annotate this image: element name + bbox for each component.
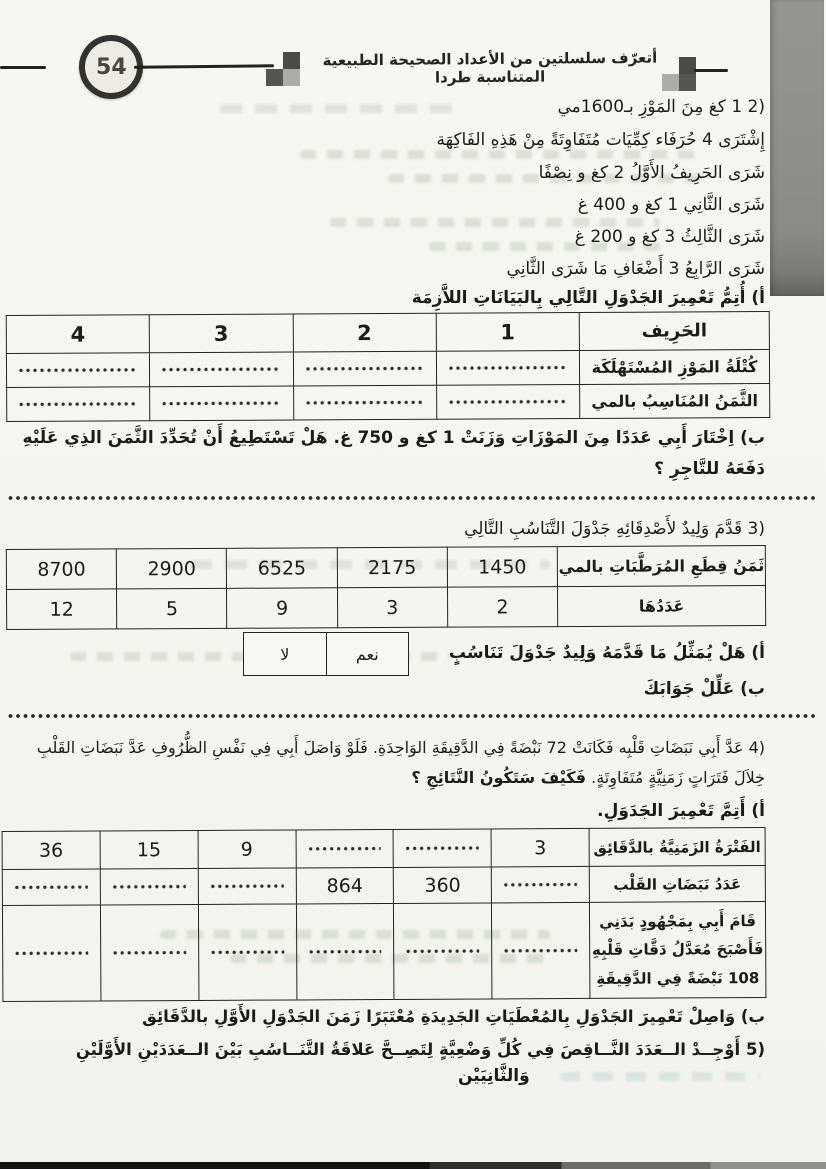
answer-cell[interactable] [2, 905, 100, 1002]
column-header: 2 [293, 313, 436, 352]
header-rule-left [0, 66, 46, 69]
answer-cell[interactable] [296, 829, 394, 868]
dotted-placeholder [308, 846, 381, 851]
answer-cell[interactable] [7, 387, 150, 422]
problem3-intro-text: قَدَّمَ وَلِيدٌ لأَصْدِقَائِهِ جَدْوَلَ التَّنَاسُبِ التَّالِي [464, 519, 743, 539]
answer-line[interactable] [8, 713, 818, 719]
answer-cell[interactable] [198, 868, 296, 905]
row-label: عَدَدُهَا [557, 586, 765, 627]
answer-cell[interactable] [150, 386, 293, 421]
dotted-placeholder [309, 949, 382, 954]
yes-no-box [243, 632, 409, 676]
dotted-placeholder [407, 949, 480, 954]
row-label: كُتْلَةُ المَوْزِ المُسْتَهْلَكَة [579, 350, 769, 385]
problem4-part-a: أ) أَتِمَّ تَعْمِيرَ الجَدَوَلِ. [597, 801, 765, 821]
problem2-part-b: ب) اِخْتَارَ أَبِي عَدَدًا مِنَ المَوْزَاتِ وَزَنَتْ 1 كغ و 750 غ. هَلْ تَسْتَطِيعُ أَنْ تُحَدِّدَ الثَّمَنَ الذِي عَلَيْهِ دَفَعَهُ للتَّاجِرِ ؟ [22, 428, 765, 479]
problem4-part-b: ب) وَاصِلْ تَعْمِيرَ الجَدْوَلِ بِالمُعْطَيَاتِ الجَدِيدَةِ مُعْتَبَرًا زَمَنَ الجَدْوَلِ الأَوَّلِ بالدَّقَائِق [142, 1007, 765, 1026]
problem2-line-text: شَرَى الحَرِيفُ الأَوَّلُ 2 كغ و نِصْفًا [538, 163, 765, 183]
value-cell: 36 [2, 831, 100, 870]
value-cell: 9 [198, 830, 296, 869]
dotted-placeholder [211, 950, 284, 955]
value-cell: 5 [117, 588, 227, 629]
value-cell: 2175 [337, 547, 447, 588]
dotted-placeholder [504, 948, 577, 953]
answer-cell[interactable] [6, 353, 149, 388]
answer-cell[interactable] [100, 868, 198, 905]
problem2-line [14, 222, 765, 253]
header-rule-right [694, 69, 728, 72]
row-label: عَدَدُ نَبَضَاتِ القَلْب [589, 866, 765, 903]
table-heartbeats [2, 827, 767, 1002]
answer-cell[interactable] [293, 385, 436, 420]
dotted-placeholder [19, 367, 137, 373]
problem2-part-a: أ) أُتِمُّ تَعْمِيرَ الجَدْوَلِ التَّالِي بِالبَيَانَاتِ اللاَّزِمَة [411, 288, 765, 308]
problem4-intro [14, 733, 765, 793]
squares-motif-icon [662, 57, 696, 91]
problem2-line-text: شَرَى الثَّالِثُ 3 كغ و 200 غ [574, 227, 765, 247]
dotted-placeholder [113, 884, 186, 889]
problem4-text: عَدَّ أَبِي نَبَضَاتِ قَلْبِه فَكَانَتْ 72 نَبْضَةً فِي الدَّقِيقَةِ الوَاحِدَةِ. فَلَوْ وَاصَلَ أَبِي فِي نَفْسِ الظُّرُوفِ عَدَّ نَبَضَاتِ القَلْبِ خِلاَلَ فَتَرَاتٍ زَمَنِيَّةٍ مُتَفَاوِتَةٍ. [36, 738, 765, 787]
problem2-line-text: إِشْتَرَى 4 حُرَفَاء كِمِّيَات مُتَفَاوِتَةً مِنْ هَذِهِ الفَاكِهَة [436, 130, 765, 150]
column-header: 4 [6, 315, 149, 354]
dotted-placeholder [449, 399, 567, 405]
problem3-part-b: ب) عَلِّلْ جَوَابَكَ [643, 679, 765, 699]
problem3-intro [14, 514, 765, 545]
dotted-placeholder [162, 367, 280, 373]
answer-cell[interactable] [491, 866, 589, 903]
page-number: 54 [95, 54, 127, 80]
dotted-placeholder [15, 885, 88, 890]
answer-cell[interactable] [436, 350, 579, 385]
squares-motif-icon [266, 52, 300, 86]
value-cell: 8700 [6, 549, 116, 590]
no-option[interactable]: لا [280, 644, 290, 664]
value-cell: 1450 [447, 547, 557, 588]
page-title: أتعرّف سلسلتين من الأعداد الصحيحة الطبيعية المتناسبة طردا [322, 48, 658, 87]
dotted-placeholder [15, 951, 88, 956]
problem2-line [14, 125, 765, 156]
table-customers [6, 311, 771, 422]
value-cell: 2900 [117, 548, 227, 589]
dotted-placeholder [406, 846, 479, 851]
problem2-line [14, 158, 765, 189]
dotted-placeholder [504, 882, 577, 887]
question-number: 5) [745, 1040, 765, 1059]
value-cell: 360 [394, 867, 492, 904]
yes-option[interactable]: نعم [326, 633, 409, 675]
answer-cell[interactable] [150, 352, 293, 387]
answer-cell[interactable] [100, 904, 198, 1001]
problem2-line-text: شَرَى الثَّانِي 1 كغ و 400 غ [577, 195, 765, 215]
value-cell: 12 [7, 589, 117, 630]
answer-cell[interactable] [393, 829, 491, 868]
value-cell: 9 [227, 588, 337, 629]
problem2-line [14, 92, 765, 123]
problem2-line-text: 1 كغ مِنَ المَوْزِ بـ1600مي [557, 97, 743, 117]
value-cell: 6525 [227, 548, 337, 589]
answer-cell[interactable] [436, 384, 579, 419]
problem5-text-body: أَوْجِــدْ الــعَدَدَ النَّــاقِصَ فِي كُلِّ وَضْعِيَّةٍ لِتَصِــحَّ عَلاقَةُ التَّنَــاسُبِ بَيْنَ الــعَدَدَيْنِ الأَوَّلَيْنِ [75, 1040, 741, 1059]
answer-cell[interactable] [492, 902, 590, 999]
dotted-placeholder [306, 400, 424, 406]
question-number: 2) [747, 97, 765, 117]
value-cell: 3 [491, 828, 589, 867]
bleed-artifact [560, 1072, 760, 1096]
question-number: 4) [748, 738, 765, 757]
dotted-placeholder [162, 401, 280, 407]
answer-line[interactable] [8, 495, 818, 501]
table-corner-header: الحَرِيف [579, 312, 769, 351]
row-label: الفَتْرَةُ الزَمَنِيَّةُ بالدَّقَائِق [589, 828, 765, 867]
answer-cell[interactable] [394, 903, 492, 1000]
problem5-text [14, 1034, 765, 1065]
column-header: 1 [436, 312, 579, 351]
problem4-question: فَكَيْفَ سَتَكُونُ النَّتَائِجِ ؟ [411, 768, 587, 787]
table-proportion [6, 545, 766, 630]
problem2-line-text: شَرَى الرَّابِعُ 3 أَضْعَافِ مَا شَرَى الثَّانِي [506, 259, 765, 279]
problem5-continuation: وَالثَّانِيَيْن [458, 1066, 530, 1086]
dotted-placeholder [113, 950, 186, 955]
row-label: قَامَ أَبِي بِمَجْهُودٍ بَدَنِي فَأَصْبَحَ مُعَدَّلُ دَقَّاتِ قَلْبِهِ 108 نَبْضَةً فِي الدَّقِيقَةِ [589, 902, 766, 999]
header-rule-mid [134, 64, 274, 68]
dotted-placeholder [19, 401, 137, 407]
scan-edge-strip [0, 1162, 826, 1169]
row-label: الثَّمَنُ المُنَاسِبُ بالمي [580, 384, 770, 419]
value-cell: 864 [296, 867, 394, 904]
value-cell: 15 [100, 830, 198, 869]
dotted-placeholder [449, 365, 567, 371]
dotted-placeholder [211, 884, 284, 889]
answer-cell[interactable] [296, 903, 394, 1000]
dotted-placeholder [305, 366, 423, 372]
answer-cell[interactable] [293, 351, 436, 386]
question-number: 3) [747, 519, 765, 539]
value-cell: 3 [337, 587, 447, 628]
column-header: 3 [149, 314, 292, 353]
answer-cell[interactable] [2, 869, 100, 906]
row-label: ثَمَنُ قِطَعِ المُرَطَّبَاتِ بالمي [557, 546, 765, 587]
value-cell: 2 [447, 587, 557, 628]
problem2-line [14, 254, 765, 285]
problem2-line [14, 190, 765, 221]
problem3-part-a: أ) هَلْ يُمَثِّلُ مَا قَدَّمَهُ وَلِيدٌ جَدْوَلَ تَنَاسُبٍ [448, 643, 765, 663]
page-edge-strip [770, 0, 824, 296]
answer-cell[interactable] [198, 904, 296, 1001]
